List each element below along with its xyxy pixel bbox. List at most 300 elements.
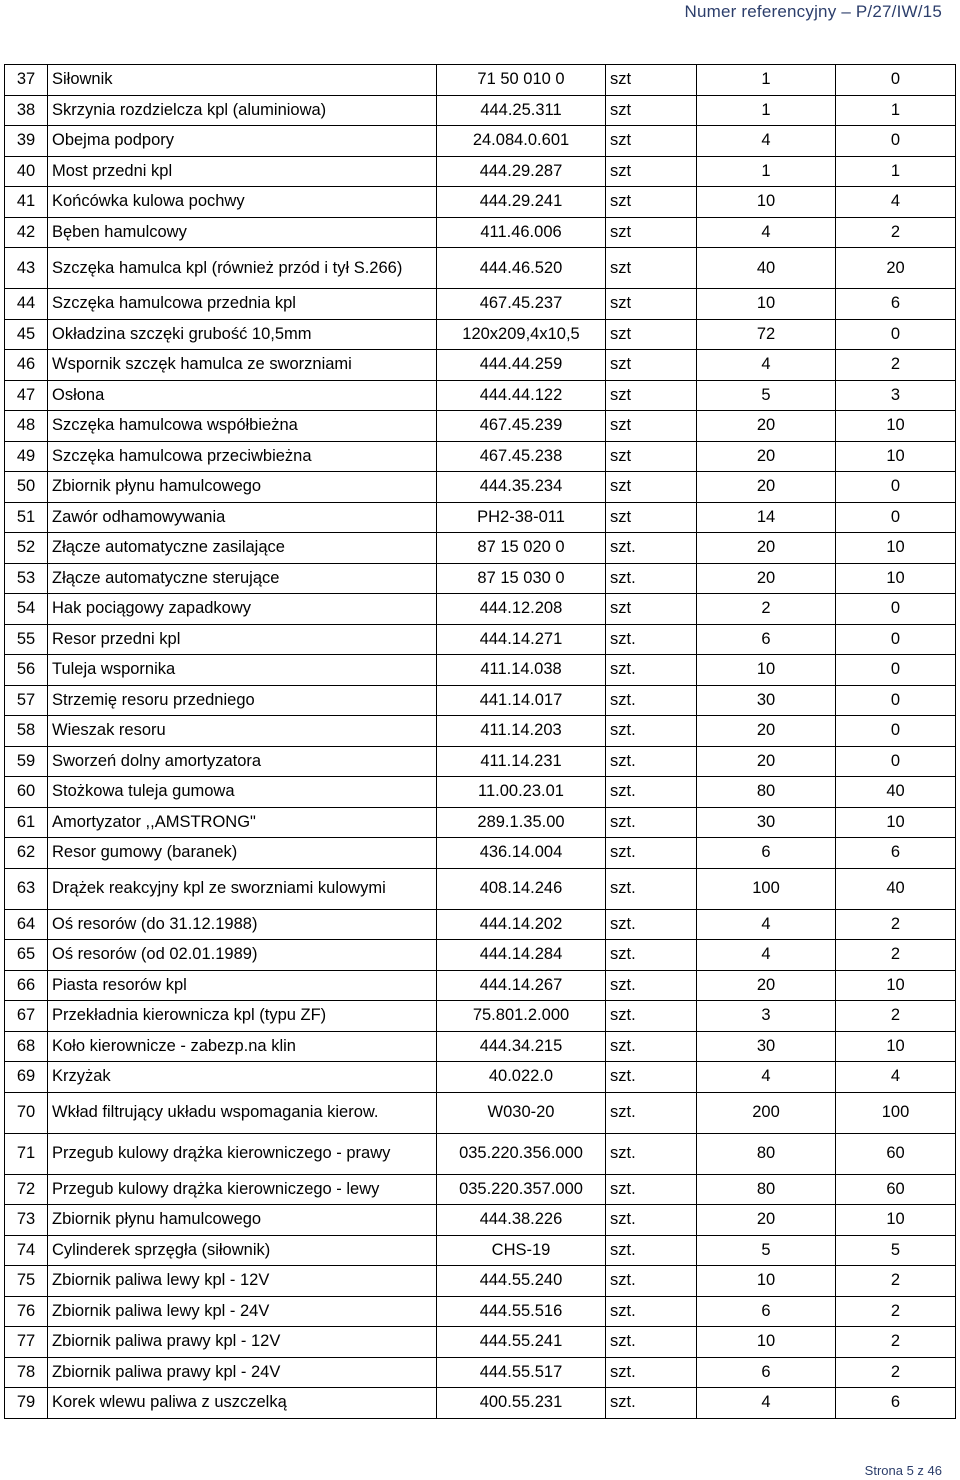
quantity-1: 10 [697,187,836,218]
table-row [5,777,956,808]
row-number: 39 [5,126,48,157]
row-number: 43 [5,248,48,289]
quantity-2: 0 [836,319,956,350]
part-name: Drążek reakcyjny kpl ze sworzniami kulowymi [48,868,437,909]
table-row [5,1133,956,1174]
quantity-1: 6 [697,1357,836,1388]
quantity-2: 0 [836,472,956,503]
table-row [5,1296,956,1327]
quantity-2: 6 [836,1388,956,1419]
quantity-1: 5 [697,380,836,411]
row-number: 62 [5,838,48,869]
part-code: 444.34.215 [437,1031,606,1062]
page-number: Strona 5 z 46 [864,1463,942,1478]
quantity-1: 1 [697,65,836,96]
quantity-1: 20 [697,472,836,503]
part-name: Szczęka hamulcowa przeciwbieżna [48,441,437,472]
quantity-2: 0 [836,594,956,625]
table-row [5,716,956,747]
table-row [5,1062,956,1093]
row-number: 42 [5,217,48,248]
table-row [5,940,956,971]
row-number: 64 [5,909,48,940]
quantity-1: 20 [697,716,836,747]
quantity-1: 10 [697,1327,836,1358]
quantity-2: 10 [836,533,956,564]
unit: szt. [606,655,697,686]
row-number: 73 [5,1205,48,1236]
unit: szt. [606,1296,697,1327]
unit: szt. [606,1092,697,1133]
quantity-2: 4 [836,187,956,218]
part-code: W030-20 [437,1092,606,1133]
quantity-1: 20 [697,1205,836,1236]
part-code: 40.022.0 [437,1062,606,1093]
row-number: 49 [5,441,48,472]
unit: szt. [606,1001,697,1032]
quantity-1: 4 [697,1388,836,1419]
unit: szt [606,217,697,248]
quantity-2: 0 [836,685,956,716]
part-name: Sworzeń dolny amortyzatora [48,746,437,777]
table-row [5,380,956,411]
quantity-2: 1 [836,156,956,187]
part-code: 75.801.2.000 [437,1001,606,1032]
quantity-1: 10 [697,655,836,686]
part-name: Zbiornik paliwa prawy kpl - 12V [48,1327,437,1358]
part-code: 444.35.234 [437,472,606,503]
unit: szt. [606,1327,697,1358]
row-number: 67 [5,1001,48,1032]
part-code: 444.14.284 [437,940,606,971]
quantity-1: 30 [697,685,836,716]
part-name: Zbiornik płynu hamulcowego [48,1205,437,1236]
part-name: Korek wlewu paliwa z uszczelką [48,1388,437,1419]
row-number: 71 [5,1133,48,1174]
row-number: 59 [5,746,48,777]
unit: szt. [606,716,697,747]
table-row [5,563,956,594]
quantity-1: 10 [697,289,836,320]
table-row [5,1092,956,1133]
part-code: 444.55.241 [437,1327,606,1358]
part-code: 400.55.231 [437,1388,606,1419]
unit: szt [606,187,697,218]
quantity-1: 20 [697,746,836,777]
table-row [5,655,956,686]
quantity-2: 20 [836,248,956,289]
row-number: 57 [5,685,48,716]
part-name: Zbiornik paliwa lewy kpl - 24V [48,1296,437,1327]
row-number: 68 [5,1031,48,1062]
table-row [5,1235,956,1266]
quantity-1: 20 [697,533,836,564]
quantity-2: 2 [836,1357,956,1388]
part-code: 436.14.004 [437,838,606,869]
part-code: 444.12.208 [437,594,606,625]
unit: szt. [606,940,697,971]
row-number: 66 [5,970,48,1001]
quantity-1: 6 [697,838,836,869]
part-name: Oś resorów (od 02.01.1989) [48,940,437,971]
table-row [5,187,956,218]
reference-number: Numer referencyjny – P/27/IW/15 [684,2,942,21]
unit: szt. [606,1031,697,1062]
quantity-1: 200 [697,1092,836,1133]
unit: szt. [606,624,697,655]
quantity-1: 72 [697,319,836,350]
row-number: 61 [5,807,48,838]
part-code: 411.46.006 [437,217,606,248]
row-number: 63 [5,868,48,909]
quantity-1: 100 [697,868,836,909]
row-number: 76 [5,1296,48,1327]
part-code: 444.14.202 [437,909,606,940]
table-row [5,838,956,869]
quantity-2: 2 [836,350,956,381]
unit: szt. [606,1235,697,1266]
row-number: 75 [5,1266,48,1297]
parts-table [4,64,956,1419]
part-name: Wspornik szczęk hamulca ze sworzniami [48,350,437,381]
row-number: 53 [5,563,48,594]
row-number: 40 [5,156,48,187]
part-name: Szczęka hamulcowa przednia kpl [48,289,437,320]
row-number: 46 [5,350,48,381]
part-code: 444.14.271 [437,624,606,655]
unit: szt [606,289,697,320]
unit: szt [606,350,697,381]
unit: szt. [606,685,697,716]
row-number: 41 [5,187,48,218]
part-code: 444.29.241 [437,187,606,218]
quantity-1: 20 [697,411,836,442]
unit: szt [606,126,697,157]
quantity-1: 80 [697,1133,836,1174]
table-row [5,1327,956,1358]
unit: szt [606,502,697,533]
quantity-2: 40 [836,868,956,909]
quantity-1: 4 [697,909,836,940]
part-name: Siłownik [48,65,437,96]
part-code: 120x209,4x10,5 [437,319,606,350]
part-name: Resor przedni kpl [48,624,437,655]
table-row [5,1266,956,1297]
quantity-1: 6 [697,1296,836,1327]
part-code: 035.220.356.000 [437,1133,606,1174]
quantity-2: 2 [836,940,956,971]
quantity-2: 60 [836,1133,956,1174]
unit: szt. [606,1357,697,1388]
quantity-1: 4 [697,217,836,248]
quantity-1: 20 [697,441,836,472]
quantity-2: 2 [836,217,956,248]
quantity-2: 2 [836,1266,956,1297]
quantity-1: 14 [697,502,836,533]
row-number: 45 [5,319,48,350]
quantity-1: 4 [697,126,836,157]
part-code: 444.38.226 [437,1205,606,1236]
table-row [5,685,956,716]
row-number: 38 [5,95,48,126]
part-name: Okładzina szczęki grubość 10,5mm [48,319,437,350]
unit: szt [606,319,697,350]
unit: szt. [606,807,697,838]
part-code: 444.44.122 [437,380,606,411]
part-code: 441.14.017 [437,685,606,716]
part-name: Przegub kulowy drążka kierowniczego - prawy [48,1133,437,1174]
row-number: 79 [5,1388,48,1419]
part-name: Zawór odhamowywania [48,502,437,533]
part-code: 411.14.038 [437,655,606,686]
row-number: 74 [5,1235,48,1266]
quantity-2: 0 [836,655,956,686]
part-name: Końcówka kulowa pochwy [48,187,437,218]
part-name: Złącze automatyczne sterujące [48,563,437,594]
quantity-1: 2 [697,594,836,625]
part-code: PH2-38-011 [437,502,606,533]
quantity-2: 60 [836,1174,956,1205]
quantity-1: 1 [697,95,836,126]
quantity-1: 4 [697,350,836,381]
unit: szt [606,65,697,96]
table-row [5,217,956,248]
unit: szt. [606,563,697,594]
quantity-1: 5 [697,1235,836,1266]
row-number: 77 [5,1327,48,1358]
table-row [5,909,956,940]
quantity-1: 6 [697,624,836,655]
table-row [5,868,956,909]
quantity-2: 10 [836,1031,956,1062]
part-name: Szczęka hamulca kpl (również przód i tył S.266) [48,248,437,289]
part-name: Osłona [48,380,437,411]
quantity-1: 30 [697,807,836,838]
unit: szt. [606,1133,697,1174]
row-number: 50 [5,472,48,503]
row-number: 65 [5,940,48,971]
part-name: Krzyżak [48,1062,437,1093]
part-code: 444.55.517 [437,1357,606,1388]
quantity-2: 10 [836,807,956,838]
table-row [5,248,956,289]
table-row [5,746,956,777]
row-number: 58 [5,716,48,747]
part-code: 11.00.23.01 [437,777,606,808]
row-number: 72 [5,1174,48,1205]
table-row [5,156,956,187]
part-name: Amortyzator ,,AMSTRONG" [48,807,437,838]
row-number: 56 [5,655,48,686]
part-name: Wieszak resoru [48,716,437,747]
quantity-2: 10 [836,441,956,472]
row-number: 44 [5,289,48,320]
quantity-1: 3 [697,1001,836,1032]
part-code: 444.14.267 [437,970,606,1001]
unit: szt [606,472,697,503]
parts-table-body [5,65,956,1419]
table-row [5,1174,956,1205]
part-code: 408.14.246 [437,868,606,909]
table-row [5,319,956,350]
quantity-2: 0 [836,65,956,96]
row-number: 70 [5,1092,48,1133]
unit: szt. [606,868,697,909]
quantity-2: 4 [836,1062,956,1093]
part-name: Strzemię resoru przedniego [48,685,437,716]
part-code: 444.55.516 [437,1296,606,1327]
part-name: Szczęka hamulcowa współbieżna [48,411,437,442]
table-row [5,350,956,381]
unit: szt. [606,909,697,940]
part-name: Przegub kulowy drążka kierowniczego - lewy [48,1174,437,1205]
quantity-2: 0 [836,746,956,777]
quantity-2: 0 [836,624,956,655]
table-row [5,289,956,320]
unit: szt. [606,1205,697,1236]
table-row [5,126,956,157]
unit: szt. [606,1062,697,1093]
table-row [5,594,956,625]
table-row [5,1031,956,1062]
quantity-1: 4 [697,940,836,971]
row-number: 60 [5,777,48,808]
unit: szt. [606,1388,697,1419]
part-name: Most przedni kpl [48,156,437,187]
quantity-2: 10 [836,563,956,594]
row-number: 37 [5,65,48,96]
quantity-2: 0 [836,502,956,533]
unit: szt [606,95,697,126]
quantity-2: 2 [836,1001,956,1032]
quantity-1: 10 [697,1266,836,1297]
quantity-2: 1 [836,95,956,126]
part-name: Cylinderek sprzęgła (siłownik) [48,1235,437,1266]
row-number: 69 [5,1062,48,1093]
part-code: 71 50 010 0 [437,65,606,96]
part-code: 289.1.35.00 [437,807,606,838]
unit: szt. [606,1174,697,1205]
part-name: Wkład filtrujący układu wspomagania kierow. [48,1092,437,1133]
part-name: Tuleja wspornika [48,655,437,686]
quantity-2: 10 [836,411,956,442]
table-row [5,1357,956,1388]
part-code: 467.45.239 [437,411,606,442]
quantity-1: 20 [697,563,836,594]
quantity-2: 40 [836,777,956,808]
part-code: 444.29.287 [437,156,606,187]
part-code: 444.55.240 [437,1266,606,1297]
part-code: 87 15 030 0 [437,563,606,594]
row-number: 54 [5,594,48,625]
part-name: Oś resorów (do 31.12.1988) [48,909,437,940]
part-name: Resor gumowy (baranek) [48,838,437,869]
table-row [5,970,956,1001]
part-name: Zbiornik płynu hamulcowego [48,472,437,503]
quantity-2: 2 [836,909,956,940]
part-code: 87 15 020 0 [437,533,606,564]
table-row [5,411,956,442]
part-name: Piasta resorów kpl [48,970,437,1001]
table-row [5,533,956,564]
table-row [5,65,956,96]
part-code: 24.084.0.601 [437,126,606,157]
row-number: 47 [5,380,48,411]
table-row [5,807,956,838]
table-row [5,1388,956,1419]
unit: szt [606,594,697,625]
quantity-1: 40 [697,248,836,289]
unit: szt [606,380,697,411]
part-name: Bęben hamulcowy [48,217,437,248]
unit: szt. [606,970,697,1001]
part-name: Zbiornik paliwa lewy kpl - 12V [48,1266,437,1297]
quantity-2: 3 [836,380,956,411]
quantity-2: 100 [836,1092,956,1133]
part-code: 467.45.238 [437,441,606,472]
unit: szt. [606,838,697,869]
part-code: 035.220.357.000 [437,1174,606,1205]
row-number: 55 [5,624,48,655]
quantity-2: 10 [836,1205,956,1236]
table-row [5,441,956,472]
part-code: 467.45.237 [437,289,606,320]
part-name: Zbiornik paliwa prawy kpl - 24V [48,1357,437,1388]
part-name: Obejma podpory [48,126,437,157]
unit: szt [606,248,697,289]
table-row [5,502,956,533]
unit: szt. [606,777,697,808]
part-code: 444.46.520 [437,248,606,289]
quantity-1: 4 [697,1062,836,1093]
quantity-2: 5 [836,1235,956,1266]
quantity-1: 20 [697,970,836,1001]
part-name: Złącze automatyczne zasilające [48,533,437,564]
quantity-2: 6 [836,289,956,320]
row-number: 51 [5,502,48,533]
row-number: 52 [5,533,48,564]
quantity-2: 0 [836,126,956,157]
table-row [5,472,956,503]
table-row [5,624,956,655]
part-name: Skrzynia rozdzielcza kpl (aluminiowa) [48,95,437,126]
unit: szt. [606,1266,697,1297]
table-row [5,95,956,126]
quantity-1: 30 [697,1031,836,1062]
table-row [5,1001,956,1032]
quantity-2: 10 [836,970,956,1001]
part-name: Stożkowa tuleja gumowa [48,777,437,808]
table-row [5,1205,956,1236]
quantity-1: 80 [697,1174,836,1205]
quantity-1: 1 [697,156,836,187]
part-code: 411.14.203 [437,716,606,747]
quantity-1: 80 [697,777,836,808]
quantity-2: 0 [836,716,956,747]
part-name: Hak pociągowy zapadkowy [48,594,437,625]
part-name: Koło kierownicze - zabezp.na klin [48,1031,437,1062]
unit: szt [606,441,697,472]
row-number: 78 [5,1357,48,1388]
unit: szt [606,156,697,187]
part-code: 444.44.259 [437,350,606,381]
quantity-2: 6 [836,838,956,869]
unit: szt. [606,533,697,564]
part-code: 444.25.311 [437,95,606,126]
part-code: 411.14.231 [437,746,606,777]
row-number: 48 [5,411,48,442]
part-name: Przekładnia kierownicza kpl (typu ZF) [48,1001,437,1032]
